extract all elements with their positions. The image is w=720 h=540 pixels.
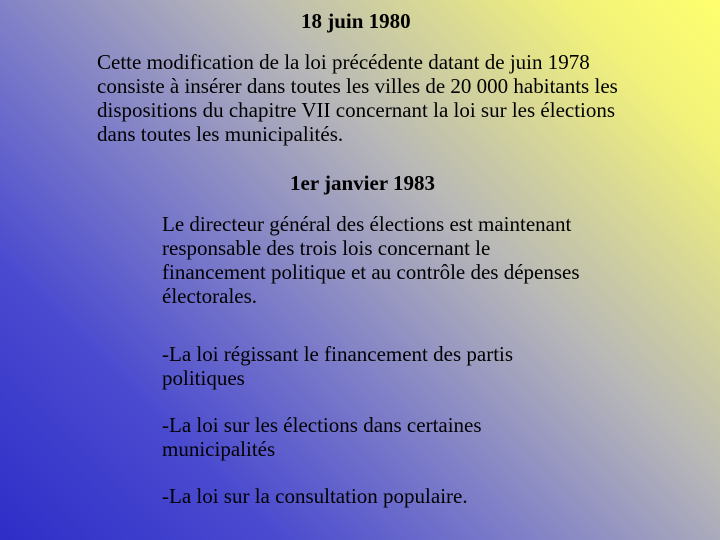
paragraph-1980: Cette modification de la loi précédente datant de juin 1978 consiste à insérer dans toutes les villes de 20 000 habitants les dispositions du chapitre VII concernant la loi sur les élections dans toutes les municipalités. — [97, 50, 618, 146]
law-item-elections: -La loi sur les élections dans certaines municipalités — [162, 413, 482, 461]
heading-1983: 1er janvier 1983 — [290, 171, 436, 195]
heading-1980: 18 juin 1980 — [301, 9, 411, 33]
law-item-financement: -La loi régissant le financement des partis politiques — [162, 342, 514, 390]
law-item-consultation: -La loi sur la consultation populaire. — [162, 484, 468, 508]
paragraph-1983: Le directeur général des élections est maintenant responsable des trois lois concernant le financement politique et au contrôle des dépenses électorales. — [162, 212, 580, 308]
